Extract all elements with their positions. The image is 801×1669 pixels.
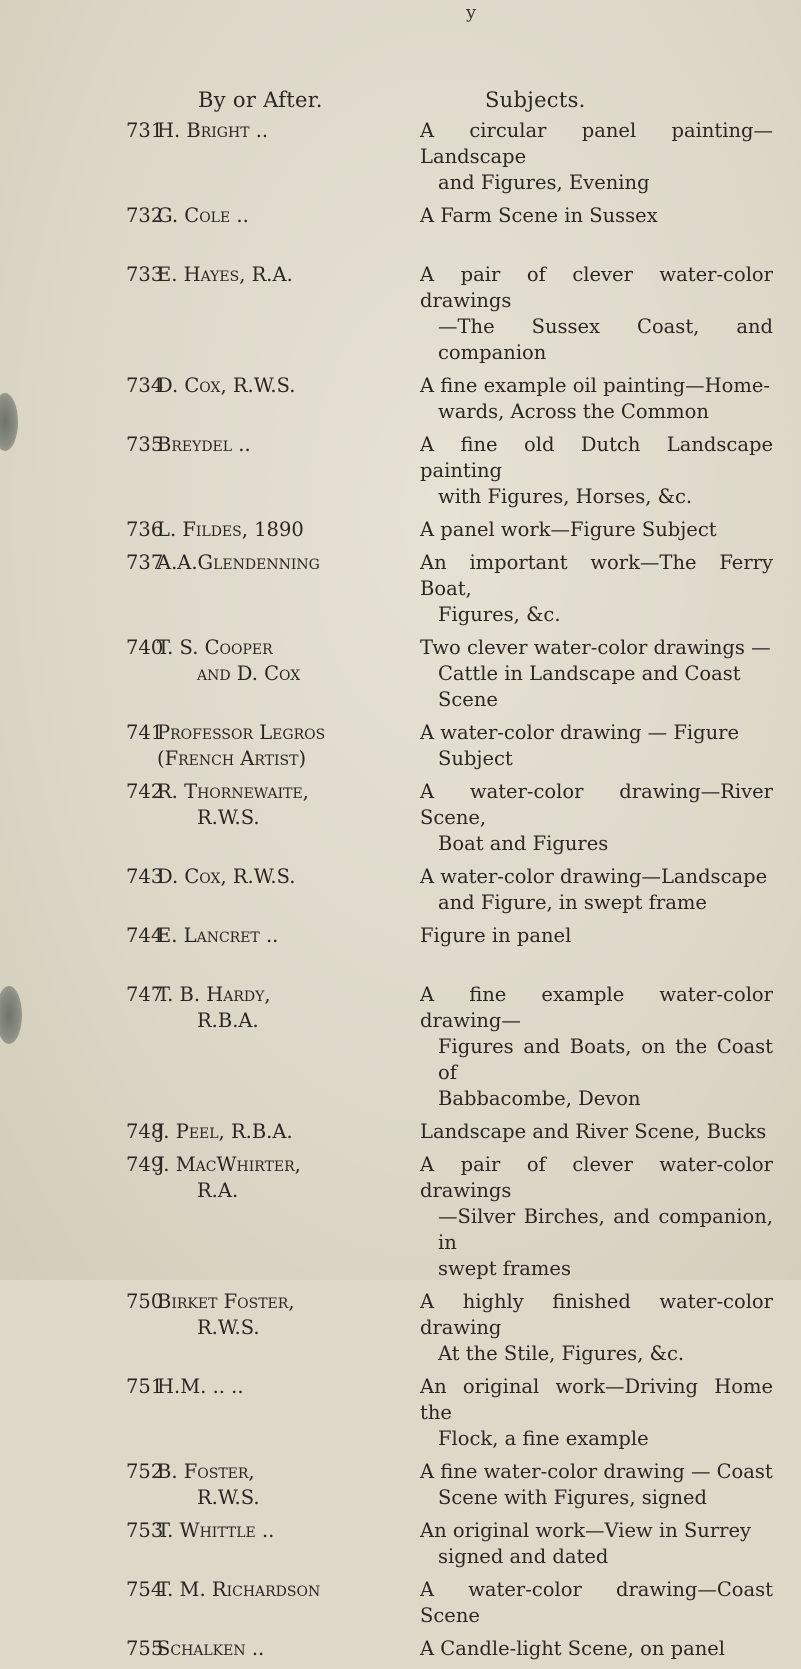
artist-name	[151, 550, 420, 635]
catalogue-entry	[0, 262, 801, 373]
artist-name	[151, 923, 420, 982]
artist-line: H.M. .. ..	[157, 1375, 244, 1398]
subject-line: Cattle in Landscape and Coast	[438, 662, 741, 685]
lot-number: 747	[126, 983, 164, 1006]
subject-description	[420, 1459, 801, 1518]
artist-name	[151, 1119, 420, 1152]
artist-line: T. Whittle ..	[157, 1519, 275, 1542]
artist-name	[151, 864, 420, 923]
artist-line	[157, 458, 420, 484]
artist-line: D. Cox, R.W.S.	[157, 374, 296, 397]
subject-line: A fine old Dutch Landscape painting	[420, 433, 773, 482]
artist-line: H. Bright ..	[157, 119, 269, 142]
subject-line: —The Sussex Coast, and companion	[438, 315, 773, 364]
lot-number: 743	[126, 865, 164, 888]
subject-line: —Silver Birches, and companion, in	[438, 1205, 773, 1254]
lot-number: 755	[126, 1637, 164, 1660]
lot-number: 734	[126, 374, 164, 397]
subject-line: A water-color drawing — Figure	[420, 721, 740, 744]
catalogue-entry	[0, 432, 801, 517]
artist-line: G. Cole ..	[157, 204, 249, 227]
artist-name	[151, 720, 420, 779]
subject-description	[420, 720, 801, 779]
artist-name	[151, 1152, 420, 1289]
subject-line: Figure in panel	[420, 924, 572, 947]
lot-number: 744	[126, 924, 164, 947]
subject-line: Figures, &c.	[438, 603, 561, 626]
subject-line: A water-color drawing—Landscape	[420, 865, 768, 888]
artist-line	[157, 949, 420, 975]
subject-description	[420, 923, 801, 982]
artist-line: E. Lancret ..	[157, 924, 279, 947]
artist-line	[157, 399, 420, 425]
artist-line	[157, 229, 420, 255]
subject-line: A pair of clever water-color drawings	[420, 1153, 773, 1202]
subject-line: Babbacombe, Devon	[438, 1087, 641, 1110]
subject-line: Two clever water-color drawings —	[420, 636, 771, 659]
page-mark: y	[466, 2, 477, 23]
subject-line: A pair of clever water-color drawings	[420, 263, 773, 312]
subject-line: Scene with Figures, signed	[438, 1486, 708, 1509]
lot-number: 741	[126, 721, 164, 744]
subject-line: A Farm Scene in Sussex	[420, 204, 658, 227]
subject-line: A highly finished water-color drawing	[420, 1290, 773, 1339]
artist-name	[151, 1518, 420, 1577]
artist-line: Schalken ..	[157, 1637, 265, 1660]
subject-line: with Figures, Horses, &c.	[438, 485, 693, 508]
subject-description	[420, 864, 801, 923]
artist-line: D. Cox, R.W.S.	[157, 865, 296, 888]
artist-name	[151, 779, 420, 864]
lot-number: 740	[126, 636, 164, 659]
lot-number: 749	[126, 1153, 164, 1176]
catalogue-entry	[0, 1636, 801, 1669]
subject-description	[420, 1374, 801, 1459]
catalogue-entry	[0, 779, 801, 864]
artist-line: J. Peel, R.B.A.	[157, 1120, 293, 1143]
subject-description	[420, 1636, 801, 1669]
artist-line: Breydel ..	[157, 433, 251, 456]
subject-line: A fine water-color drawing — Coast	[420, 1460, 773, 1483]
catalogue-entry	[0, 864, 801, 923]
artist-line	[157, 1544, 420, 1570]
subject-line: Figures and Boats, on the Coast of	[438, 1035, 773, 1084]
catalogue-entry	[0, 1289, 801, 1374]
lot-number: 742	[126, 780, 164, 803]
artist-name	[151, 517, 420, 550]
artist-name	[151, 118, 420, 203]
subject-line: Landscape and River Scene, Bucks	[420, 1120, 767, 1143]
subject-line: signed and dated	[438, 1545, 609, 1568]
artist-line: and D. Cox	[197, 662, 301, 685]
artist-line: B. Foster,	[157, 1460, 255, 1483]
artist-line	[157, 1204, 420, 1230]
artist-name	[151, 373, 420, 432]
lot-number: 753	[126, 1519, 164, 1542]
subject-line: Flock, a fine example	[438, 1427, 649, 1450]
catalogue-entry	[0, 203, 801, 262]
subject-line: A water-color drawing—River Scene,	[420, 780, 773, 829]
subject-line: and Figures, Evening	[438, 171, 650, 194]
header-subjects: Subjects.	[485, 88, 586, 112]
subject-line: An original work—Driving Home the	[420, 1375, 773, 1424]
artist-line: T. M. Richardson	[157, 1578, 321, 1601]
subject-line: wards, Across the Common	[438, 400, 709, 423]
catalogue-entry	[0, 1518, 801, 1577]
artist-line: A.A.Glendenning	[157, 551, 320, 574]
lot-number: 733	[126, 263, 164, 286]
artist-line: R.W.S.	[197, 806, 260, 829]
subject-line: and Figure, in swept frame	[438, 891, 707, 914]
artist-line: R. Thornewaite,	[157, 780, 309, 803]
artist-name	[151, 1289, 420, 1374]
subject-description	[420, 1577, 801, 1636]
subject-description	[420, 203, 801, 262]
header-by-or-after: By or After.	[198, 88, 323, 112]
artist-name	[151, 1577, 420, 1636]
artist-name	[151, 1459, 420, 1518]
subject-line: An important work—The Ferry Boat,	[420, 551, 773, 600]
catalogue-entry	[0, 1577, 801, 1636]
catalogue-entry	[0, 1374, 801, 1459]
subject-description	[420, 517, 801, 550]
catalogue-entry	[0, 1119, 801, 1152]
catalogue-entry	[0, 635, 801, 720]
lot-number: 736	[126, 518, 164, 541]
lot-number: 732	[126, 204, 164, 227]
subject-line: Boat and Figures	[438, 832, 609, 855]
catalogue-entry	[0, 1459, 801, 1518]
catalogue-entry	[0, 720, 801, 779]
subject-description	[420, 779, 801, 864]
artist-line: R.A.	[197, 1179, 239, 1202]
artist-line	[157, 288, 420, 314]
artist-line: E. Hayes, R.A.	[157, 263, 293, 286]
artist-line	[157, 890, 420, 916]
artist-name	[151, 635, 420, 720]
subject-description	[420, 1119, 801, 1152]
subject-line: A fine example oil painting—Home-	[420, 374, 770, 397]
lot-number: 752	[126, 1460, 164, 1483]
lot-number: 751	[126, 1375, 164, 1398]
artist-name	[151, 203, 420, 262]
artist-line: R.B.A.	[197, 1009, 259, 1032]
lot-number: 737	[126, 551, 164, 574]
artist-line: Birket Foster,	[157, 1290, 295, 1313]
subject-description	[420, 118, 801, 203]
subject-description	[420, 982, 801, 1119]
artist-line: (French Artist)	[157, 747, 307, 770]
catalogue-entry	[0, 517, 801, 550]
artist-line: Professor Legros	[157, 721, 326, 744]
subject-line: A water-color drawing—Coast Scene	[420, 1578, 773, 1627]
subject-line: Scene	[438, 688, 498, 711]
artist-line	[157, 144, 420, 170]
catalogue-entry	[0, 550, 801, 635]
artist-name	[151, 1636, 420, 1669]
subject-description	[420, 373, 801, 432]
subject-line: An original work—View in Surrey	[420, 1519, 752, 1542]
subject-line: A fine example water-color drawing—	[420, 983, 773, 1032]
subject-description	[420, 262, 801, 373]
catalogue-table	[0, 118, 801, 1669]
artist-line	[157, 576, 420, 602]
subject-description	[420, 1518, 801, 1577]
lot-number: 748	[126, 1120, 164, 1143]
catalogue-entry	[0, 923, 801, 982]
artist-name	[151, 1374, 420, 1459]
catalogue-entry	[0, 118, 801, 203]
subject-description	[420, 635, 801, 720]
lot-number: 731	[126, 119, 164, 142]
catalogue-entry	[0, 982, 801, 1119]
subject-description	[420, 1289, 801, 1374]
subject-line: A panel work—Figure Subject	[420, 518, 717, 541]
artist-line: T. S. Cooper	[157, 636, 273, 659]
subject-description	[420, 432, 801, 517]
artist-line: L. Fildes, 1890	[157, 518, 304, 541]
artist-line: R.W.S.	[197, 1486, 260, 1509]
subject-line: A circular panel painting— Landscape	[420, 119, 773, 168]
lot-number: 754	[126, 1578, 164, 1601]
artist-line: R.W.S.	[197, 1316, 260, 1339]
subject-line: A Candle-light Scene, on panel	[420, 1637, 726, 1660]
artist-line: J. MacWhirter,	[157, 1153, 301, 1176]
artist-name	[151, 262, 420, 373]
artist-line	[157, 1034, 420, 1060]
artist-line: T. B. Hardy,	[157, 983, 271, 1006]
lot-number: 750	[126, 1290, 164, 1313]
catalogue-entry	[0, 1152, 801, 1289]
subject-line: swept frames	[438, 1257, 571, 1280]
subject-line: Subject	[438, 747, 513, 770]
artist-name	[151, 432, 420, 517]
artist-line	[157, 1400, 420, 1426]
artist-name	[151, 982, 420, 1119]
subject-description	[420, 550, 801, 635]
subject-line: At the Stile, Figures, &c.	[438, 1342, 685, 1365]
subject-description	[420, 1152, 801, 1289]
lot-number: 735	[126, 433, 164, 456]
catalogue-entry	[0, 373, 801, 432]
